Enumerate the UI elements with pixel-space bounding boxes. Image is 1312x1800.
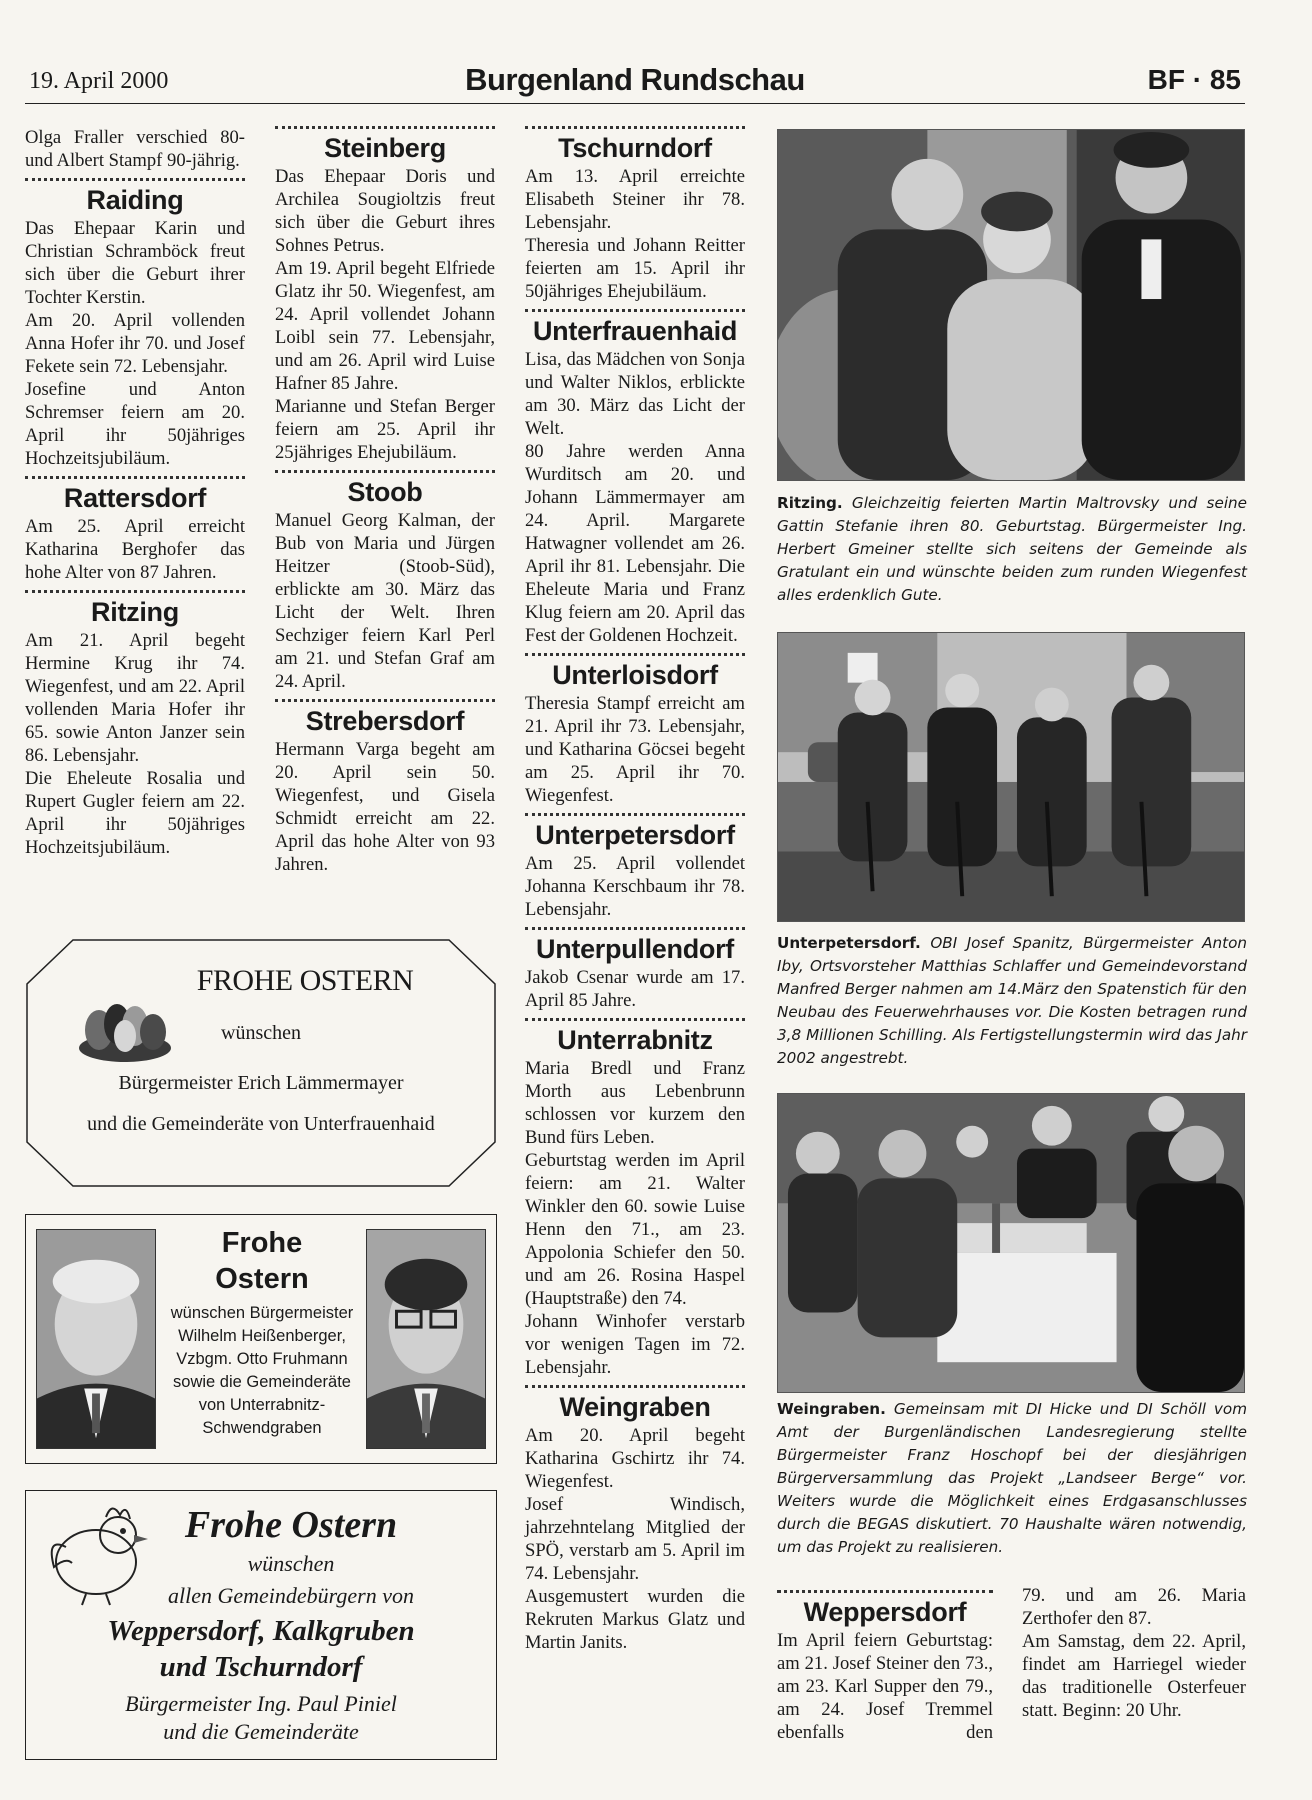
article-paragraph: Marianne und Stefan Berger feiern am 25. April ihr 25jähriges Ehejubiläum. [275,396,495,463]
article-paragraph: Am Samstag, dem 22. April, findet am Harriegel wieder das traditionelle Osterfeuer statt. Beginn: 20 Uhr. [1022,1631,1246,1721]
column-2 [275,126,495,876]
heading-weingraben: Weingraben [559,1392,711,1422]
ad-text: wünschen [221,1022,301,1044]
heading-unterrabnitz: Unterrabnitz [557,1025,713,1055]
article-paragraph: Am 13. April erreichte Elisabeth Steiner ihr 78. Lebensjahr. [525,166,745,233]
ad-text: Bürgermeister Ing. Paul Piniel [125,1691,397,1716]
article-paragraph: Johann Winhofer verstarb vor wenigen Tagen im 72. Lebensjahr. [525,1311,745,1378]
page-header [25,62,1245,104]
weppersdorf-column-b [1022,1584,1246,1722]
ad-title: FROHE OSTERN [196,964,414,997]
caption-place: Ritzing. [777,494,843,512]
ad-text: Weppersdorf, Kalkgruben [107,1615,415,1647]
heading-unterloisdorf: Unterloisdorf [552,660,718,690]
dotted-separator [525,653,745,656]
ad-text: wünschen Bürgermeister Wilhelm Heißenberger, Vzbgm. Otto Fruhmann sowie die Gemeinderäte von Unterrabnitz-Schwendgraben [170,1304,354,1437]
dotted-separator [275,699,495,702]
page-number: BF · 85 [1147,64,1241,95]
article-paragraph: Theresia und Johann Reitter feierten am 15. April ihr 50jähriges Ehejubiläum. [525,235,745,302]
caption-weingraben [777,1398,1247,1559]
article-paragraph: Das Ehepaar Doris und Archilea Sougioltzis freut sich über die Geburt ihres Sohnes Petrus. [275,166,495,256]
article-paragraph: Im April feiern Geburtstag: am 21. Josef Steiner den 73., am 23. Karl Supper den 79., am 24. Josef Tremmel ebenfalls den [777,1630,993,1743]
heading-steinberg: Steinberg [324,133,446,163]
ad-text: allen Gemeindebürgern von [167,1583,414,1608]
photo-unterpetersdorf [777,632,1245,922]
intro-text: Olga Fraller verschied 80- und Albert Stampf 90-jährig. [25,127,245,171]
article-paragraph: Am 21. April begeht Hermine Krug ihr 74. Wiegenfest, und am 22. April vollenden Maria Hofer ihr 65. sowie Anton Janzer sein 86. Lebensjahr. [25,630,245,766]
article-paragraph: Josef Windisch, jahrzehntelang Mitglied der SPÖ, verstarb am 5. April im 74. Lebensjahr. [525,1494,745,1584]
article-paragraph: Lisa, das Mädchen von Sonja und Walter Niklos, erblickte am 30. März das Licht der Welt. [525,349,745,439]
column-1 [25,126,245,859]
article-paragraph: Maria Bredl und Franz Morth aus Lebenbrunn schlossen vor kurzem den Bund fürs Leben. [525,1058,745,1148]
dotted-separator [275,470,495,473]
dotted-separator [525,309,745,312]
dotted-separator [777,1590,993,1593]
article-paragraph: Am 20. April begeht Katharina Gschirtz ihr 74. Wiegenfest. [525,1425,745,1492]
issue-date: 19. April 2000 [29,68,169,94]
caption-text: OBI Josef Spanitz, Bürgermeister Anton Iby, Ortsvorsteher Matthias Schlaffer und Gemeindevorstand Manfred Berger nahmen am 14.März den Spatenstich für den Neubau des Feuerwehrhauses vor. Die Kosten betragen rund 3,8 Millionen Schilling. Als Fertigstellungstermin wird das Jahr 2002 angestrebt. [777,934,1247,1067]
heading-weppersdorf: Weppersdorf [803,1597,967,1627]
dotted-separator [25,476,245,479]
article-paragraph: Theresia Stampf erreicht am 21. April ihr 73. Lebensjahr, und Katharina Göcsei begeht am 25. April ihr 70. Wiegenfest. [525,693,745,806]
dotted-separator [275,126,495,129]
caption-place: Weingraben. [777,1400,886,1418]
article-paragraph: Am 25. April erreicht Katharina Berghofer das hohe Alter von 87 Jahren. [25,516,245,583]
heading-stoob: Stoob [347,477,423,507]
caption-ritzing [777,492,1247,607]
dotted-separator [525,1018,745,1021]
heading-strebersdorf: Strebersdorf [305,706,465,736]
portrait-photo [366,1229,486,1449]
article-paragraph: 79. und am 26. Maria Zerthofer den 87. [1022,1585,1246,1629]
heading-unterpullendorf: Unterpullendorf [536,934,734,964]
ad-text: wünschen [247,1551,335,1576]
caption-text: Gleichzeitig feierten Martin Maltrovsky und seine Gattin Stefanie ihren 80. Geburtstag. Bürgermeister Ing. Herbert Gmeiner stellte sich seitens der Gemeinde als Gratulant ein und wünschte beiden zum runden Wiegenfest alles erdenklich Gute. [777,494,1248,604]
ad-text: und Tschurndorf [159,1651,363,1683]
heading-ritzing: Ritzing [91,597,179,627]
article-paragraph: Am 25. April vollendet Johanna Kerschbaum ihr 78. Lebensjahr. [525,853,745,920]
article-paragraph: Geburtstag werden im April feiern: am 21. Walter Winkler den 60. sowie Luise Henn den 71., am 23. Appolonia Schiefer den 50. und am 26. Rosina Haspel (Hauptstraße) den 74. [525,1150,745,1309]
dotted-separator [25,178,245,181]
article-paragraph: 80 Jahre werden Anna Wurditsch am 20. und Johann Lämmermayer am 24. April. Margarete Hatwagner vollendet am 26. April ihr 81. Lebensjahr. Die Eheleute Maria und Franz Klug feiern am 20. April das Fest der Goldenen Hochzeit. [525,441,745,646]
article-paragraph: Jakob Csenar wurde am 17. April 85 Jahre. [525,967,745,1011]
dotted-separator [525,126,745,129]
heading-rattersdorf: Rattersdorf [63,483,207,513]
ad-weppersdorf [25,1490,497,1760]
heading-unterfrauenhaid: Unterfrauenhaid [532,316,738,346]
heading-tschurndorf: Tschurndorf [558,133,712,163]
article-paragraph: Josefine und Anton Schremser feiern am 20. April ihr 50jähriges Hochzeitsjubiläum. [25,379,245,469]
dotted-separator [525,1385,745,1388]
ad-title: Frohe Ostern [184,1504,398,1546]
newspaper-title: Burgenland Rundschau [465,62,805,97]
dotted-separator [525,927,745,930]
article-paragraph: Die Eheleute Rosalia und Rupert Gugler feiern am 22. April ihr 50jähriges Hochzeitsjubiläum. [25,768,245,858]
caption-unterpetersdorf [777,932,1247,1070]
photo-ritzing [777,129,1245,481]
portrait-photo [36,1229,156,1449]
heading-unterpetersdorf: Unterpetersdorf [535,820,735,850]
ad-text: Bürgermeister Erich Lämmermayer [118,1072,404,1094]
article-paragraph: Hermann Varga begeht am 20. April sein 50. Wiegenfest, und Gisela Schmidt erreicht am 22. April das hohe Alter von 93 Jahren. [275,739,495,875]
heading-raiding: Raiding [86,185,184,215]
caption-text: Gemeinsam mit DI Hicke und DI Schöll vom Amt der Burgenländischen Landesregierung stellte Bürgermeister Franz Hoschopf bei der diesjährigen Bürgerversammlung das Projekt „Landseer Berge“ vor. Weiters wurde die Möglichkeit eines Erdgasanschlusses durch die BEGAS diskutiert. 70 Haushalte wären notwendig, um das Projekt zu realisieren. [777,1400,1247,1556]
article-paragraph: Am 20. April vollenden Anna Hofer ihr 70. und Josef Fekete sein 72. Lebensjahr. [25,310,245,377]
article-paragraph: Ausgemustert wurden die Rekruten Markus Glatz und Martin Janits. [525,1586,745,1653]
weppersdorf-column-a [777,1584,993,1744]
article-paragraph: Am 19. April begeht Elfriede Glatz ihr 50. Wiegenfest, am 24. April vollendet Johann Loibl sein 77. Lebensjahr, und am 26. April wird Luise Hafner 85 Jahre. [275,258,495,394]
article-paragraph: Das Ehepaar Karin und Christian Schramböck freut sich über die Geburt ihrer Tochter Kerstin. [25,218,245,308]
dotted-separator [525,813,745,816]
ad-title-line: Ostern [215,1263,309,1295]
dotted-separator [25,590,245,593]
ad-unterrabnitz [25,1214,497,1464]
ad-text: und die Gemeinderäte [163,1719,359,1744]
caption-place: Unterpetersdorf. [777,934,921,952]
ad-title [166,1225,358,1297]
ad-title-line: Frohe [221,1227,303,1259]
ad-unterfrauenhaid [25,938,497,1188]
column-3 [525,126,745,1654]
ad-text: und die Gemeinderäte von Unterfrauenhaid [87,1113,435,1135]
article-paragraph: Manuel Georg Kalman, der Bub von Maria und Jürgen Heitzer (Stoob-Süd), erblickte am 30. März das Licht der Welt. Ihren Sechziger feiern Karl Perl am 21. und Stefan Graf am 24. April. [275,510,495,692]
photo-weingraben [777,1093,1245,1393]
